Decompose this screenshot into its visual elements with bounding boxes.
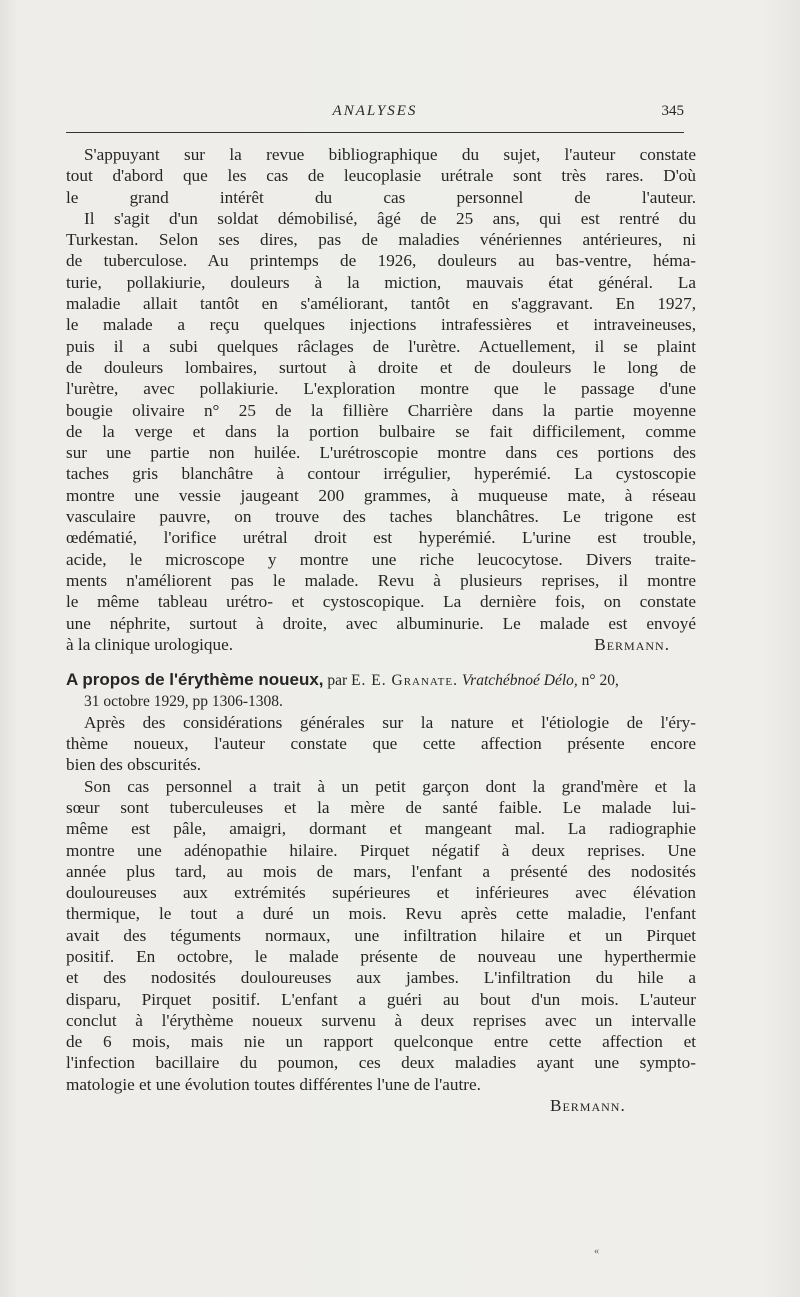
running-head: ANALYSES [332, 103, 418, 119]
text-line: et des nodosités douloureuses aux jambes. L'infiltration du hile a [66, 968, 696, 988]
header-rule [66, 132, 684, 133]
page-mark: « [594, 1246, 599, 1257]
text-line: sur une partie non huilée. L'urétroscopie montre dans ces portions des [66, 443, 696, 463]
page-header [66, 103, 684, 125]
text-line: ments n'améliorent pas le malade. Revu à plusieurs reprises, il montre [66, 570, 696, 590]
article-2-paragraph-1-last: bien des obscurités. [66, 755, 202, 775]
article-2-paragraph-2 [66, 776, 696, 1074]
text-line: thermique, le tout a duré un mois. Revu après cette maladie, l'enfant [66, 904, 696, 924]
text-line: acide, le microscope y montre une riche leucocytose. Divers traite- [66, 549, 696, 569]
article-2-paragraph-1 [66, 712, 696, 755]
text-line: de la verge et dans la portion bulbaire se fait difficilement, comme [66, 421, 696, 441]
text-line: le même tableau urétro- et cystoscopique. La dernière fois, on constate [66, 592, 696, 612]
article-1-signature: Bermann. [594, 634, 670, 654]
text-line: même est pâle, amaigri, dormant et mangeant mal. La radiographie [66, 819, 696, 839]
article-2-signature: Bermann. [550, 1096, 626, 1116]
text-line: année plus tard, au mois de mars, l'enfant a présenté des nodosités [66, 861, 696, 881]
article-2-journal: Vratchébnoé Délo, [461, 672, 578, 690]
text-line: une néphrite, surtout à droite, avec albuminurie. Le malade est envoyé [66, 613, 696, 633]
text-line: Il s'agit d'un soldat démobilisé, âgé de 25 ans, qui est rentré du [84, 208, 696, 228]
article-2-paragraph-2-last: matologie et une évolution toutes différentes l'une de l'autre. [66, 1074, 481, 1094]
text-line: l'urètre, avec pollakiurie. L'exploration montre que le passage d'une [66, 379, 696, 399]
text-line: maladie allait tantôt en s'améliorant, tantôt en s'aggravant. En 1927, [66, 294, 696, 314]
text-line: montre une vessie jaugeant 200 grammes, à muqueuse mate, à réseau [66, 485, 696, 505]
text-line: turie, pollakiurie, douleurs à la miction, mauvais état général. La [66, 272, 696, 292]
text-line: positif. En octobre, le malade présente de nouveau une hyperthermie [66, 946, 696, 966]
page-number: 345 [661, 103, 684, 119]
text-line: tout d'abord que les cas de leucoplasie urétrale sont très rares. D'où [66, 166, 696, 186]
article-gap [66, 655, 696, 669]
article-2-ref-line [66, 690, 696, 711]
text-line: bougie olivaire n° 25 de la fillière Charrière dans la partie moyenne [66, 400, 696, 420]
text-line: douloureuses aux extrémités supérieures et inférieures avec élévation [66, 883, 696, 903]
text-line: Après des considérations générales sur la nature et l'étiologie de l'éry- [84, 712, 696, 732]
article-2-ref-number: n° 20, [577, 672, 619, 690]
article-2-title-line [66, 669, 696, 690]
article-2-author: E. E. Granate. [351, 672, 458, 690]
text-line: montre une adénopathie hilaire. Pirquet négatif à deux reprises. Une [66, 840, 696, 860]
text-line: l'infection bacillaire du poumon, ces deux maladies ayant une sympto- [66, 1053, 696, 1073]
text-line: de tuberculose. Au printemps de 1926, douleurs au bas-ventre, héma- [66, 251, 696, 271]
text-line: Son cas personnel a trait à un petit garçon dont la grand'mère et la [84, 776, 696, 796]
text-line: de 6 mois, mais nie un rapport quelconque entre cette affection et [66, 1032, 696, 1052]
text-line: Turkestan. Selon ses dires, pas de maladies vénériennes antérieures, ni [66, 230, 696, 250]
text-line: avait des téguments normaux, une infiltration hilaire et un Pirquet [66, 925, 696, 945]
article-2-by: par [323, 672, 352, 690]
article-2-date-pages: 31 octobre 1929, pp 1306-1308. [84, 693, 283, 711]
text-line: œdématié, l'orifice urétral droit est hyperémié. L'urine est trouble, [66, 528, 696, 548]
text-line: conclut à l'érythème noueux survenu à deux reprises avec un intervalle [66, 1010, 696, 1030]
text-line: disparu, Pirquet positif. L'enfant a guéri au bout d'un mois. L'auteur [66, 989, 696, 1009]
text-line: sœur sont tuberculeuses et la mère de santé faible. Le malade lui- [66, 797, 696, 817]
article-1-closing-text: à la clinique urologique. [66, 634, 234, 654]
text-line: thème noueux, l'auteur constate que cette affection présente encore [66, 734, 696, 754]
article-1-last-line [66, 634, 696, 655]
text-line: le grand intérêt du cas personnel de l'auteur. [66, 187, 696, 207]
text-body [66, 144, 696, 1116]
text-line: puis il a subi quelques râclages de l'urètre. Actuellement, il se plaint [66, 336, 696, 356]
article-1 [66, 144, 696, 634]
text-line: de douleurs lombaires, surtout à droite et de douleurs le long de [66, 357, 696, 377]
text-line: vasculaire pauvre, on trouve des taches blanchâtres. Le trigone est [66, 507, 696, 527]
article-2-title: A propos de l'érythème noueux, [66, 670, 324, 690]
text-line: S'appuyant sur la revue bibliographique du sujet, l'auteur constate [84, 145, 696, 164]
text-line: taches gris blanchâtre à contour irrégulier, hyperémié. La cystoscopie [66, 464, 696, 484]
text-line: le malade a reçu quelques injections intrafessières et intraveineuses, [66, 315, 696, 335]
